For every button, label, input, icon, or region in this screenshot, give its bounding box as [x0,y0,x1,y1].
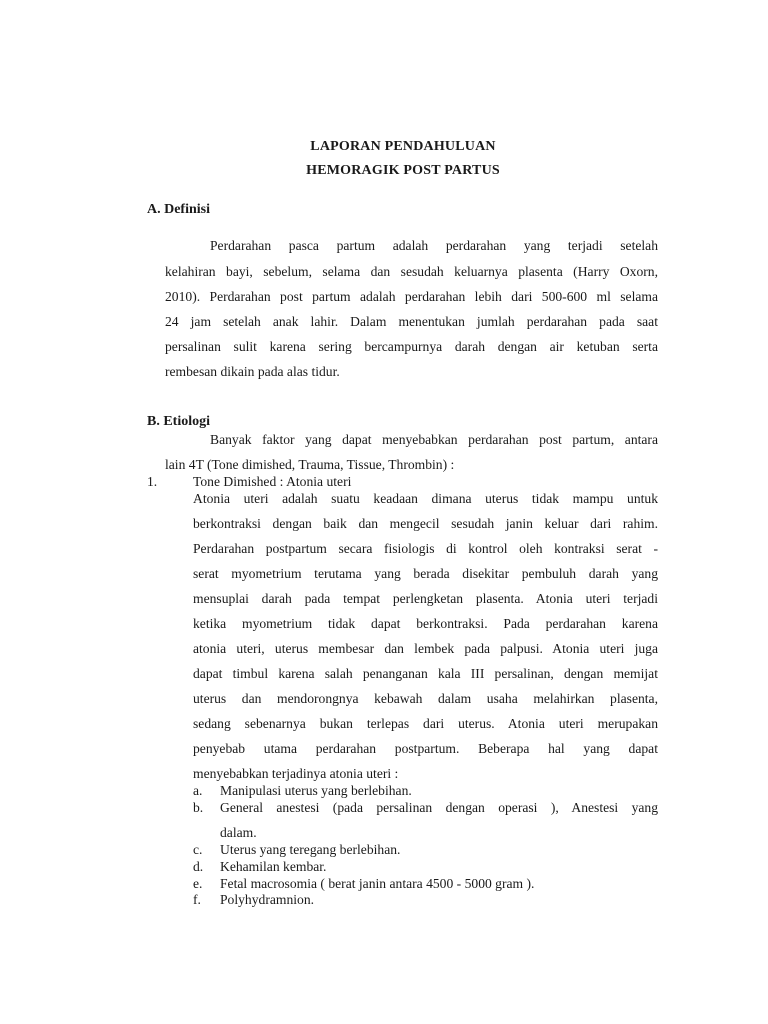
document-title-line2: HEMORAGIK POST PARTUS [306,163,500,178]
atonia-line-3: Perdarahan postpartum secara fisiologis di kontrol oleh kontraksi serat - [193,541,658,556]
atonia-line-11: penyebab utama perdarahan postpartum. Beberapa hal yang dapat [193,741,658,756]
subitem-a-marker: a. [193,783,203,798]
subitem-d-marker: d. [193,859,204,874]
subitem-f-marker: f. [193,892,201,907]
subitem-e-marker: e. [193,876,203,891]
etiologi-intro-line-2: lain 4T (Tone dimished, Trauma, Tissue, Thrombin) : [165,457,455,472]
subitem-e-text: Fetal macrosomia ( berat janin antara 4500 - 5000 gram ). [220,876,535,891]
subitem-b-continuation: dalam. [220,825,257,840]
atonia-line-1: Atonia uteri adalah suatu keadaan dimana uterus tidak mampu untuk [193,491,658,506]
subitem-c-text: Uterus yang teregang berlebihan. [220,842,401,857]
definition-line-2: kelahiran bayi, sebelum, selama dan sesudah keluarnya plasenta (Harry Oxorn, [165,264,658,279]
atonia-line-2: berkontraksi dengan baik dan mengecil sesudah janin keluar dari rahim. [193,516,658,531]
atonia-line-5: mensuplai darah pada tempat perlengketan plasenta. Atonia uteri terjadi [193,591,658,606]
atonia-line-7: atonia uteri, uterus membesar dan lembek pada palpusi. Atonia uteri juga [193,641,658,656]
section-b-heading: B. Etiologi [147,414,211,429]
definition-line-5: persalinan sulit karena sering bercampurnya darah dengan air ketuban serta [165,339,658,354]
document-title-line1: LAPORAN PENDAHULUAN [310,139,496,154]
atonia-line-4: serat myometrium terutama yang berada disekitar pembuluh darah yang [193,566,658,581]
atonia-line-9: uterus dan mendorongnya kebawah dalam usaha melahirkan plasenta, [193,691,658,706]
definition-line-1: Perdarahan pasca partum adalah perdarahan yang terjadi setelah [210,238,658,253]
subitem-f-text: Polyhydramnion. [220,892,315,907]
subitem-a-text: Manipulasi uterus yang berlebihan. [220,783,412,798]
definition-line-4: 24 jam setelah anak lahir. Dalam menentukan jumlah perdarahan pada saat [165,314,658,329]
definition-line-3: 2010). Perdarahan post partum adalah perdarahan lebih dari 500-600 ml selama [165,289,658,304]
subitem-d-text: Kehamilan kembar. [220,859,327,874]
atonia-line-12: menyebabkan terjadinya atonia uteri : [193,766,399,781]
subitem-b-marker: b. [193,800,204,815]
section-a-heading: A. Definisi [147,202,210,217]
subitem-c-marker: c. [193,842,203,857]
item-1-title: Tone Dimished : Atonia uteri [193,474,352,489]
atonia-line-6: ketika myometrium tidak dapat berkontraksi. Pada perdarahan karena [193,616,658,631]
atonia-line-8: dapat timbul karena salah penanganan kala III persalinan, dengan memijat [193,666,658,681]
atonia-line-10: sedang sebenarnya bukan terlepas dari uterus. Atonia uteri merupakan [193,716,658,731]
definition-line-6: rembesan dikain pada alas tidur. [165,364,340,379]
item-1-marker: 1. [147,474,158,489]
subitem-b-text: General anestesi (pada persalinan dengan operasi ), Anestesi yang [220,800,658,815]
etiologi-intro-line-1: Banyak faktor yang dapat menyebabkan perdarahan post partum, antara [210,432,658,447]
